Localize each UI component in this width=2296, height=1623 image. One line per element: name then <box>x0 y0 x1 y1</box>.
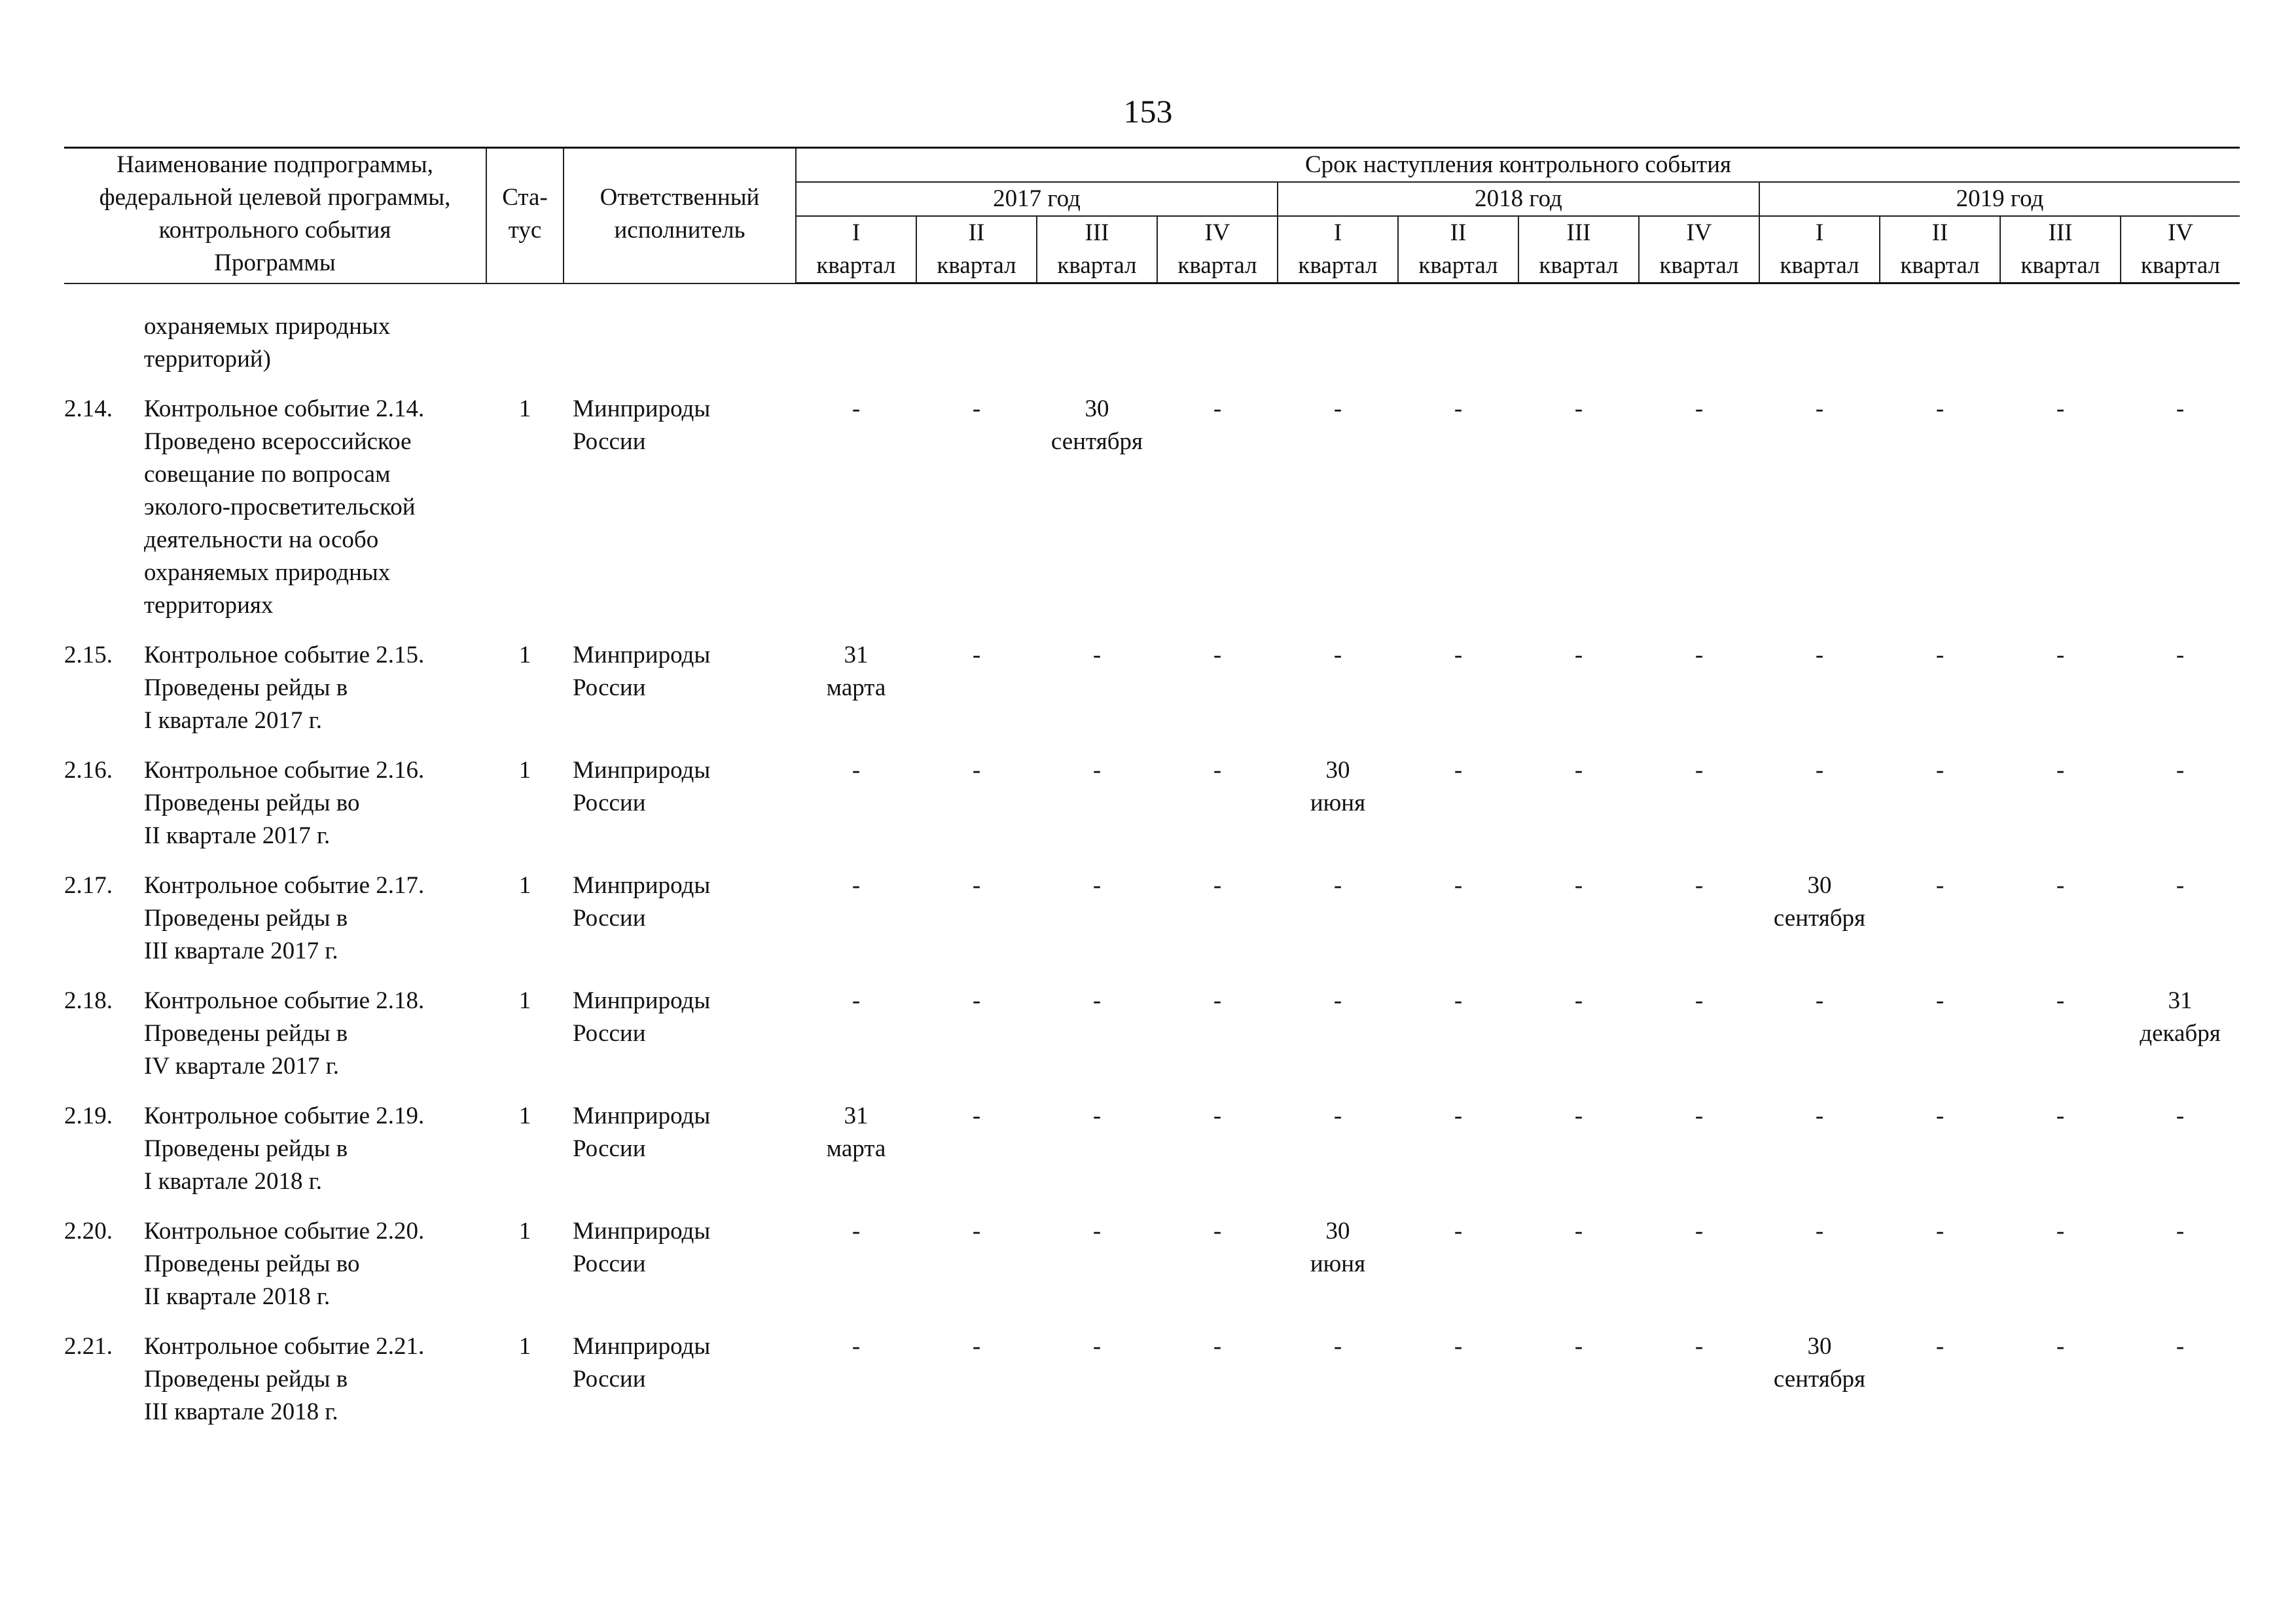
quarter-deadline-cell: - <box>1935 1333 1945 1360</box>
quarter-deadline-cell: - <box>2056 1333 2065 1360</box>
quarter-deadline-cell: - <box>1695 987 1704 1014</box>
quarter-deadline-cell: - <box>852 1218 861 1245</box>
quarter-deadline-cell: - <box>1574 987 1583 1014</box>
quarter-deadline-cell: - <box>1454 987 1463 1014</box>
quarter-deadline-cell: - <box>852 1333 861 1360</box>
quarter-deadline-cell: - <box>1815 642 1824 668</box>
quarter-deadline-cell: - <box>2056 872 2065 899</box>
quarter-deadline-cell: - <box>2176 1103 2185 1129</box>
quarter-deadline-cell: - <box>1574 872 1583 899</box>
quarter-deadline-cell: - <box>1695 1103 1704 1129</box>
quarter-deadline-cell: - <box>1213 1218 1222 1245</box>
quarter-deadline-cell: - <box>1695 642 1704 668</box>
header-quarter-numeral: II <box>1398 216 1518 249</box>
event-name: Контрольное событие 2.16. Проведены рейды во II квартале 2017 г. <box>144 757 425 849</box>
header-quarter-numeral: IV <box>1639 216 1759 249</box>
event-executor: Минприроды России <box>573 757 711 816</box>
quarter-deadline-cell: - <box>1092 1103 1102 1129</box>
event-name: Контрольное событие 2.14. Проведено всероссийское совещание по вопросам эколого-просветительской деятельности на особо охраняемых природных территориях <box>144 395 425 619</box>
quarter-deadline-cell: 30 июня <box>1310 757 1366 816</box>
header-quarter-word: квартал <box>1639 249 1759 283</box>
quarter-deadline-cell: - <box>2176 872 2185 899</box>
event-name-cell <box>64 639 486 754</box>
quarter-deadline-cell: - <box>1935 1103 1945 1129</box>
event-number: 2.15. <box>64 642 113 668</box>
quarter-deadline-cell: 31 декабря <box>2140 987 2221 1047</box>
table-row <box>64 393 2240 639</box>
header-quarter-numeral: III <box>1518 216 1639 249</box>
event-name: Контрольное событие 2.17. Проведены рейды в III квартале 2017 г. <box>144 872 425 964</box>
quarter-deadline-cell: - <box>1935 1218 1945 1245</box>
quarter-deadline-cell: - <box>1695 872 1704 899</box>
quarter-deadline-cell: - <box>1333 395 1342 422</box>
quarter-deadline-cell: - <box>1213 872 1222 899</box>
quarter-deadline-cell: - <box>2176 395 2185 422</box>
quarter-deadline-cell: - <box>1092 872 1102 899</box>
quarter-deadline-cell: - <box>972 395 981 422</box>
quarter-deadline-cell: 31 марта <box>826 642 886 701</box>
quarter-deadline-cell: - <box>972 757 981 784</box>
quarter-deadline-cell: - <box>1092 642 1102 668</box>
table-row <box>64 985 2240 1100</box>
quarter-deadline-cell: - <box>852 395 861 422</box>
quarter-deadline-cell: - <box>1574 757 1583 784</box>
event-name-cell <box>64 1330 486 1446</box>
quarter-deadline-cell: 30 сентября <box>1050 395 1143 455</box>
event-status: 1 <box>518 1103 531 1129</box>
header-year-2018: 2018 год <box>1278 182 1759 216</box>
event-executor: Минприроды России <box>573 1218 711 1277</box>
table-row <box>64 1330 2240 1446</box>
control-events-table <box>64 147 2240 1446</box>
quarter-deadline-cell: - <box>2176 1218 2185 1245</box>
quarter-deadline-cell: - <box>1815 757 1824 784</box>
quarter-deadline-cell: - <box>1574 1333 1583 1360</box>
header-quarter-numeral: I <box>1759 216 1880 249</box>
quarter-deadline-cell: - <box>1935 987 1945 1014</box>
quarter-deadline-cell: - <box>1574 642 1583 668</box>
quarter-deadline-cell: - <box>1454 1103 1463 1129</box>
table-header <box>64 148 2240 283</box>
header-quarter-numeral: IV <box>2121 216 2240 249</box>
header-name: Наименование подпрограммы, федеральной целевой программы, контрольного события Программы <box>64 148 486 283</box>
quarter-deadline-cell: - <box>1213 757 1222 784</box>
event-name: Контрольное событие 2.21. Проведены рейды в III квартале 2018 г. <box>144 1333 425 1425</box>
header-quarter-numeral: III <box>2000 216 2121 249</box>
quarter-deadline-cell: - <box>1092 1218 1102 1245</box>
event-executor: Минприроды России <box>573 1333 711 1393</box>
header-status: Ста- тус <box>486 148 564 283</box>
event-executor: Минприроды России <box>573 1103 711 1162</box>
event-executor: Минприроды России <box>573 987 711 1047</box>
quarter-deadline-cell: - <box>972 872 981 899</box>
header-executor: Ответственный исполнитель <box>564 148 796 283</box>
quarter-deadline-cell: - <box>2056 642 2065 668</box>
quarter-deadline-cell: - <box>1695 757 1704 784</box>
header-quarter-word: квартал <box>1037 249 1157 283</box>
quarter-deadline-cell: - <box>1454 1333 1463 1360</box>
quarter-deadline-cell: - <box>1815 395 1824 422</box>
event-status: 1 <box>518 1333 531 1360</box>
header-quarter-numeral: III <box>1037 216 1157 249</box>
quarter-deadline-cell: - <box>972 1103 981 1129</box>
quarter-deadline-cell: - <box>852 872 861 899</box>
event-executor: Минприроды России <box>573 872 711 932</box>
event-executor: Минприроды России <box>573 642 711 701</box>
event-name-cell <box>64 1215 486 1330</box>
quarter-deadline-cell: - <box>2056 395 2065 422</box>
quarter-deadline-cell: - <box>1092 757 1102 784</box>
quarter-deadline-cell: - <box>1092 1333 1102 1360</box>
quarter-deadline-cell: 31 марта <box>826 1103 886 1162</box>
header-quarter-numeral: II <box>916 216 1037 249</box>
quarter-deadline-cell: - <box>1454 757 1463 784</box>
quarter-deadline-cell: - <box>1454 872 1463 899</box>
header-quarter-word: квартал <box>1278 249 1398 283</box>
event-number: 2.14. <box>64 395 113 422</box>
quarter-deadline-cell: - <box>972 987 981 1014</box>
quarter-deadline-cell: - <box>1092 987 1102 1014</box>
quarter-deadline-cell: - <box>1333 987 1342 1014</box>
quarter-deadline-cell: - <box>1454 642 1463 668</box>
quarter-deadline-cell: - <box>1935 757 1945 784</box>
quarter-deadline-cell: - <box>1935 395 1945 422</box>
table-row <box>64 1215 2240 1330</box>
event-number: 2.16. <box>64 757 113 784</box>
event-number: 2.17. <box>64 872 113 899</box>
quarter-deadline-cell: - <box>1574 1218 1583 1245</box>
quarter-deadline-cell: - <box>1333 1333 1342 1360</box>
header-quarter-word: квартал <box>796 249 916 283</box>
quarter-deadline-cell: - <box>1333 642 1342 668</box>
quarter-deadline-cell: - <box>1935 642 1945 668</box>
event-status: 1 <box>518 395 531 422</box>
event-name: Контрольное событие 2.20. Проведены рейды во II квартале 2018 г. <box>144 1218 425 1310</box>
table-body <box>64 283 2240 1446</box>
event-status: 1 <box>518 642 531 668</box>
header-quarter-numeral: I <box>1278 216 1398 249</box>
quarter-deadline-cell: - <box>1935 872 1945 899</box>
quarter-deadline-cell: - <box>972 1333 981 1360</box>
quarter-deadline-cell: - <box>852 757 861 784</box>
quarter-deadline-cell: - <box>1815 1218 1824 1245</box>
event-number: 2.18. <box>64 987 113 1014</box>
header-deadline: Срок наступления контрольного события <box>796 148 2240 183</box>
event-status: 1 <box>518 757 531 784</box>
header-year-2017: 2017 год <box>796 182 1278 216</box>
quarter-deadline-cell: - <box>1213 1333 1222 1360</box>
event-number: 2.19. <box>64 1103 113 1129</box>
header-year-2019: 2019 год <box>1759 182 2240 216</box>
header-quarter-word: квартал <box>2121 249 2240 283</box>
header-quarter-numeral: II <box>1880 216 2000 249</box>
event-name: Контрольное событие 2.18. Проведены рейды в IV квартале 2017 г. <box>144 987 425 1080</box>
header-quarter-word: квартал <box>1157 249 1278 283</box>
quarter-deadline-cell: - <box>1213 987 1222 1014</box>
quarter-deadline-cell: - <box>1454 1218 1463 1245</box>
header-quarter-numeral: IV <box>1157 216 1278 249</box>
quarter-deadline-cell: - <box>852 987 861 1014</box>
event-number: 2.21. <box>64 1333 113 1360</box>
quarter-deadline-cell: - <box>1695 1333 1704 1360</box>
quarter-deadline-cell: - <box>972 1218 981 1245</box>
header-quarter-word: квартал <box>1518 249 1639 283</box>
quarter-deadline-cell: - <box>1213 642 1222 668</box>
quarter-deadline-cell: - <box>1695 395 1704 422</box>
quarter-deadline-cell: - <box>2056 987 2065 1014</box>
event-status: 1 <box>518 987 531 1014</box>
event-status: 1 <box>518 872 531 899</box>
table-row <box>64 869 2240 985</box>
header-quarter-word: квартал <box>1759 249 1880 283</box>
event-name-cell <box>64 985 486 1100</box>
event-name-cell <box>64 1100 486 1215</box>
event-name: Контрольное событие 2.19. Проведены рейды в I квартале 2018 г. <box>144 1103 425 1195</box>
quarter-deadline-cell: 30 июня <box>1310 1218 1366 1277</box>
continuation-row <box>64 310 2240 393</box>
quarter-deadline-cell: - <box>1695 1218 1704 1245</box>
header-quarter-word: квартал <box>916 249 1037 283</box>
event-status: 1 <box>518 1218 531 1245</box>
quarter-deadline-cell: - <box>1815 1103 1824 1129</box>
table-row <box>64 639 2240 754</box>
event-executor: Минприроды России <box>573 395 711 455</box>
header-quarter-word: квартал <box>1880 249 2000 283</box>
page-number: 153 <box>1123 93 1173 130</box>
quarter-deadline-cell: - <box>972 642 981 668</box>
quarter-deadline-cell: - <box>1815 987 1824 1014</box>
quarter-deadline-cell: - <box>2056 757 2065 784</box>
header-quarter-numeral: I <box>796 216 916 249</box>
quarter-deadline-cell: - <box>2056 1218 2065 1245</box>
table-row <box>64 754 2240 869</box>
quarter-deadline-cell: 30 сентября <box>1773 872 1866 932</box>
continuation-name: охраняемых природных территорий) <box>144 313 391 373</box>
event-name: Контрольное событие 2.15. Проведены рейды в I квартале 2017 г. <box>144 642 425 734</box>
quarter-deadline-cell: - <box>1333 1103 1342 1129</box>
quarter-deadline-cell: - <box>1454 395 1463 422</box>
event-name-cell <box>64 393 486 639</box>
quarter-deadline-cell: - <box>2176 757 2185 784</box>
quarter-deadline-cell: - <box>1213 395 1222 422</box>
quarter-deadline-cell: - <box>1213 1103 1222 1129</box>
header-quarter-word: квартал <box>2000 249 2121 283</box>
event-name-cell <box>64 869 486 985</box>
quarter-deadline-cell: - <box>2176 1333 2185 1360</box>
quarter-deadline-cell: - <box>2056 1103 2065 1129</box>
event-number: 2.20. <box>64 1218 113 1245</box>
quarter-deadline-cell: - <box>1574 395 1583 422</box>
table-row <box>64 1100 2240 1215</box>
quarter-deadline-cell: - <box>1333 872 1342 899</box>
quarter-deadline-cell: 30 сентября <box>1773 1333 1866 1393</box>
header-quarter-word: квартал <box>1398 249 1518 283</box>
quarter-deadline-cell: - <box>2176 642 2185 668</box>
quarter-deadline-cell: - <box>1574 1103 1583 1129</box>
event-name-cell <box>64 754 486 869</box>
